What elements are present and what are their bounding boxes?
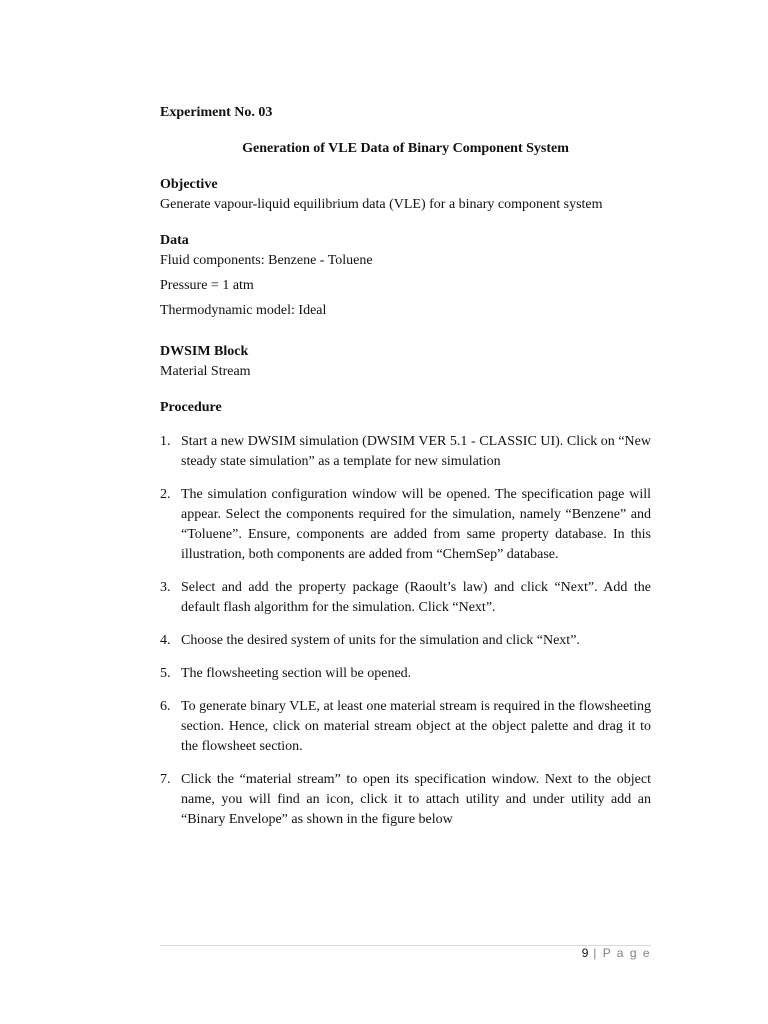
procedure-step — [160, 697, 651, 757]
procedure-steps — [160, 432, 651, 830]
page-number: 9 — [581, 946, 589, 960]
step-number: 6. — [160, 699, 171, 714]
step-number: 7. — [160, 772, 171, 787]
procedure-step — [160, 631, 651, 651]
dwsim-block-text: Material Stream — [160, 364, 251, 379]
data-heading: Data — [160, 233, 189, 248]
step-number: 5. — [160, 666, 171, 681]
objective-text: Generate vapour-liquid equilibrium data (VLE) for a binary component system — [160, 197, 603, 212]
step-text: Choose the desired system of units for the simulation and click “Next”. — [181, 633, 580, 648]
procedure-step — [160, 432, 651, 472]
page-footer — [582, 946, 651, 960]
objective-heading: Objective — [160, 177, 218, 192]
step-text: To generate binary VLE, at least one material stream is required in the flowsheeting section. Hence, click on material stream object at the object palette and drag it to the flowsheet section. — [181, 699, 651, 754]
data-line-model: Thermodynamic model: Ideal — [160, 303, 327, 318]
data-line-pressure: Pressure = 1 atm — [160, 278, 254, 293]
step-number: 2. — [160, 487, 171, 502]
footer-separator: | — [588, 946, 603, 960]
step-text: The simulation configuration window will be opened. The specification page will appear. Select the components required for the simulation, namely “Benzene” and “Toluene”. Ensure, components are added from same property database. In this illustration, both components are added from “ChemSep” database. — [181, 487, 651, 562]
procedure-step — [160, 485, 651, 565]
procedure-step — [160, 664, 651, 684]
document-body — [160, 103, 651, 843]
step-number: 3. — [160, 580, 171, 595]
step-number: 1. — [160, 434, 171, 449]
step-text: Start a new DWSIM simulation (DWSIM VER 5.1 - CLASSIC UI). Click on “New steady state simulation” as a template for new simulation — [181, 434, 651, 469]
experiment-number: Experiment No. 03 — [160, 105, 273, 120]
footer-divider — [160, 945, 651, 946]
data-line-components: Fluid components: Benzene - Toluene — [160, 253, 373, 268]
procedure-step — [160, 578, 651, 618]
step-text: Select and add the property package (Raoult’s law) and click “Next”. Add the default flash algorithm for the simulation. Click “Next”. — [181, 580, 651, 615]
step-number: 4. — [160, 633, 171, 648]
dwsim-block-heading: DWSIM Block — [160, 344, 249, 359]
step-text: The flowsheeting section will be opened. — [181, 666, 412, 681]
procedure-heading: Procedure — [160, 400, 222, 415]
step-text: Click the “material stream” to open its specification window. Next to the object name, you will find an icon, click it to attach utility and under utility add an “Binary Envelope” as shown in the figure below — [181, 772, 651, 827]
page-label: P a g e — [602, 946, 651, 960]
procedure-step — [160, 770, 651, 830]
document-title: Generation of VLE Data of Binary Component System — [242, 141, 569, 156]
